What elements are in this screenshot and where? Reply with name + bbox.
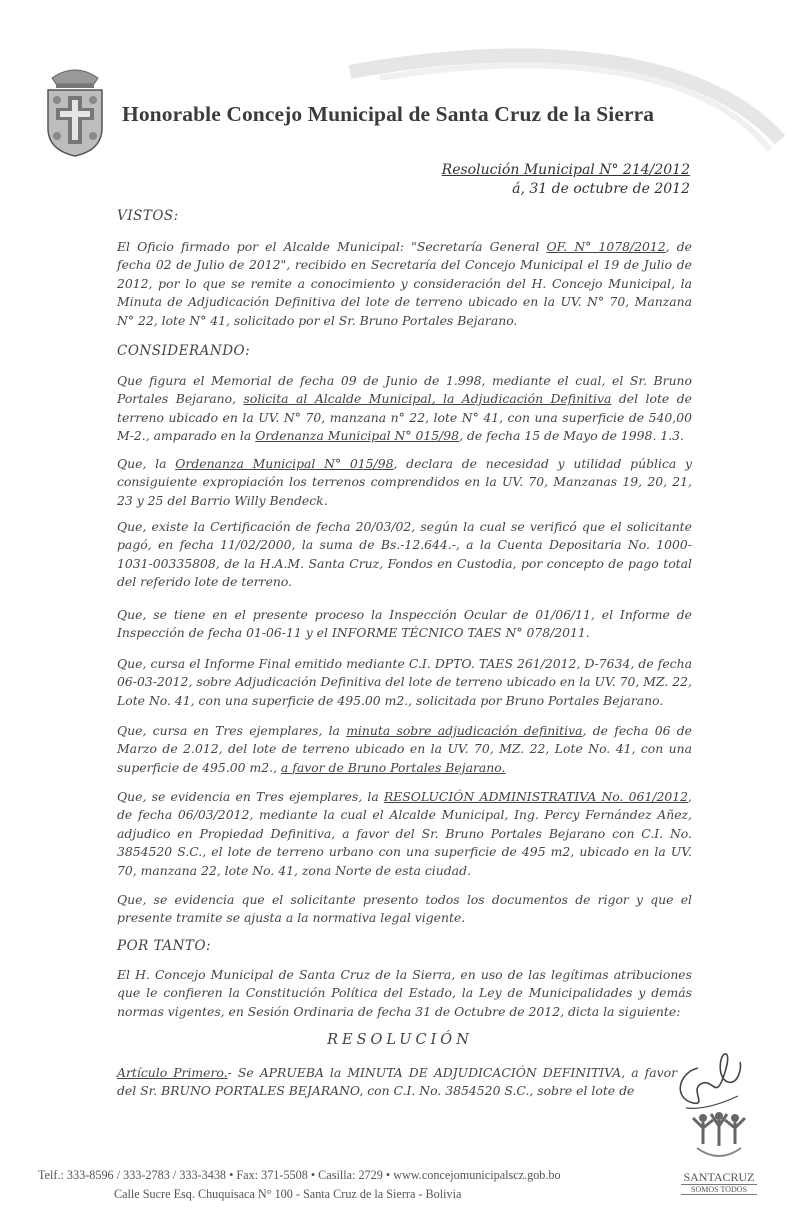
resolucion-heading: RESOLUCIÓN [327,1032,473,1048]
footer-contact: Telf.: 333-8596 / 333-2783 / 333-3438 • Fax: 371-5508 • Casilla: 2729 • www.concejomunicipalscz.gob.bo [38,1168,561,1182]
article-label: Artículo Primero. [117,1065,228,1080]
considerando-p5: Que, cursa el Informe Final emitido mediante C.I. DPTO. TAES 261/2012, D-7634, de fecha 06-03-2012, sobre Adjudicación Definitiva del lote de terreno ubicado en la UV. 70, MZ. 22, Lote No. 41, con una superficie de 495.00 m2., solicitada por Bruno Portales Bejarano. [117,656,692,708]
vistos-paragraph: El Oficio firmado por el Alcalde Municipal: "Secretaría General OF. N° 1078/2012, de fecha 02 de Julio de 2012", recibido en Secretaría del Concejo Municipal el 19 de Julio de 2012, por lo que se remite a conocimiento y consideración del H. Concejo Municipal, la Minuta de Adjudicación Definitiva del lote de terreno ubicado en la UV. N° 70, Manzana N° 22, lote N° 41, solicitado por el Sr. Bruno Portales Bejarano. [117,239,692,328]
por-tanto-paragraph: El H. Concejo Municipal de Santa Cruz de la Sierra, en uso de las legítimas atribuciones que le confieren la Constitución Política del Estado, la Ley de Municipalidades y demás normas vigentes, en Sesión Ordinaria de fecha 31 de Octubre de 2012, dicta la siguiente: [117,967,692,1019]
considerando-p3: Que, existe la Certificación de fecha 20/03/02, según la cual se verificó que el solicitante pagó, en fecha 11/02/2000, la suma de Bs.-12.644.-, a la Cuenta Depositaria No. 1000-1031-00335808, de la H.A.M. Santa Cruz, Fondos en Custodia, por concepto de pago total del referido lote de terreno. [117,519,692,590]
considerando-p1: Que figura el Memorial de fecha 09 de Junio de 1.998, mediante el cual, el Sr. Bruno Portales Bejarano, solicita al Alcalde Municipal, la Adjudicación Definitiva del lote de terreno ubicado en la UV. N° 70, manzana n° 22, lote N° 41, con una superficie de 540,00 M-2., amparado en la Ordenanza Municipal N° 015/98, de fecha 15 de Mayo de 1998. 1.3. [117,373,692,444]
logo-tagline: SOMOS TODOS [681,1184,757,1195]
article-first: Artículo Primero.- Se APRUEBA la MINUTA DE ADJUDICACIÓN DEFINITIVA, a favor del Sr. BRUNO PORTALES BEJARANO, con C.I. No. 3854520 S.C., sobre el lote de [117,1065,677,1099]
people-figures-icon [673,1104,765,1170]
municipal-crest-icon [42,58,108,158]
vistos-section [117,238,692,330]
considerando-heading: CONSIDERANDO: [117,343,251,359]
considerando-p6: Que, cursa en Tres ejemplares, la minuta sobre adjudicación definitiva, de fecha 06 de Marzo de 2.012, del lote de terreno ubicado en la UV. 70, MZ. 22, Lote No. 41, con una superficie de 495.00 m2., a favor de Bruno Portales Bejarano. [117,723,693,775]
resolution-date: á, 31 de octubre de 2012 [512,181,690,197]
institution-title: Honorable Concejo Municipal de Santa Cruz de la Sierra [122,102,655,126]
considerando-p2: Que, la Ordenanza Municipal N° 015/98, declara de necesidad y utilidad pública y consiguiente expropiación los terrenos comprendidos en la UV. 70, Manzanas 19, 20, 21, 23 y 25 del Barrio Willy Bendeck. [117,456,692,508]
footer-address: Calle Sucre Esq. Chuquisaca N° 100 - Santa Cruz de la Sierra - Bolivia [114,1187,462,1201]
considerando-p4: Que, se tiene en el presente proceso la Inspección Ocular de 01/06/11, el Informe de Inspección de fecha 01-06-11 y el INFORME TÉCNICO TAES N° 078/2011. [117,607,692,641]
vistos-heading: VISTOS: [117,208,179,224]
considerando-p7: Que, se evidencia en Tres ejemplares, la RESOLUCIÓN ADMINISTRATIVA No. 061/2012, de fecha 06/03/2012, mediante la cual el Alcalde Municipal, Ing. Percy Fernández Añez, adjudico en Propiedad Definitiva, a favor del Sr. Bruno Portales Bejarano con C.I. No. 3854520 S.C., el lote de terreno urbano con una superficie de 495 m2, ubicado en la UV. 70, manzana 22, lote No. 41, zona Norte de esta ciudad. [117,789,692,878]
resolution-number: Resolución Municipal N° 214/2012 [441,162,690,178]
logo-name: SANTACRUZ [683,1170,755,1184]
considerando-p8: Que, se evidencia que el solicitante presento todos los documentos de rigor y que el presente tramite se ajusta a la normativa legal vigente. [117,892,692,926]
santa-cruz-logo [673,1104,765,1204]
por-tanto-heading: POR TANTO: [117,938,212,954]
